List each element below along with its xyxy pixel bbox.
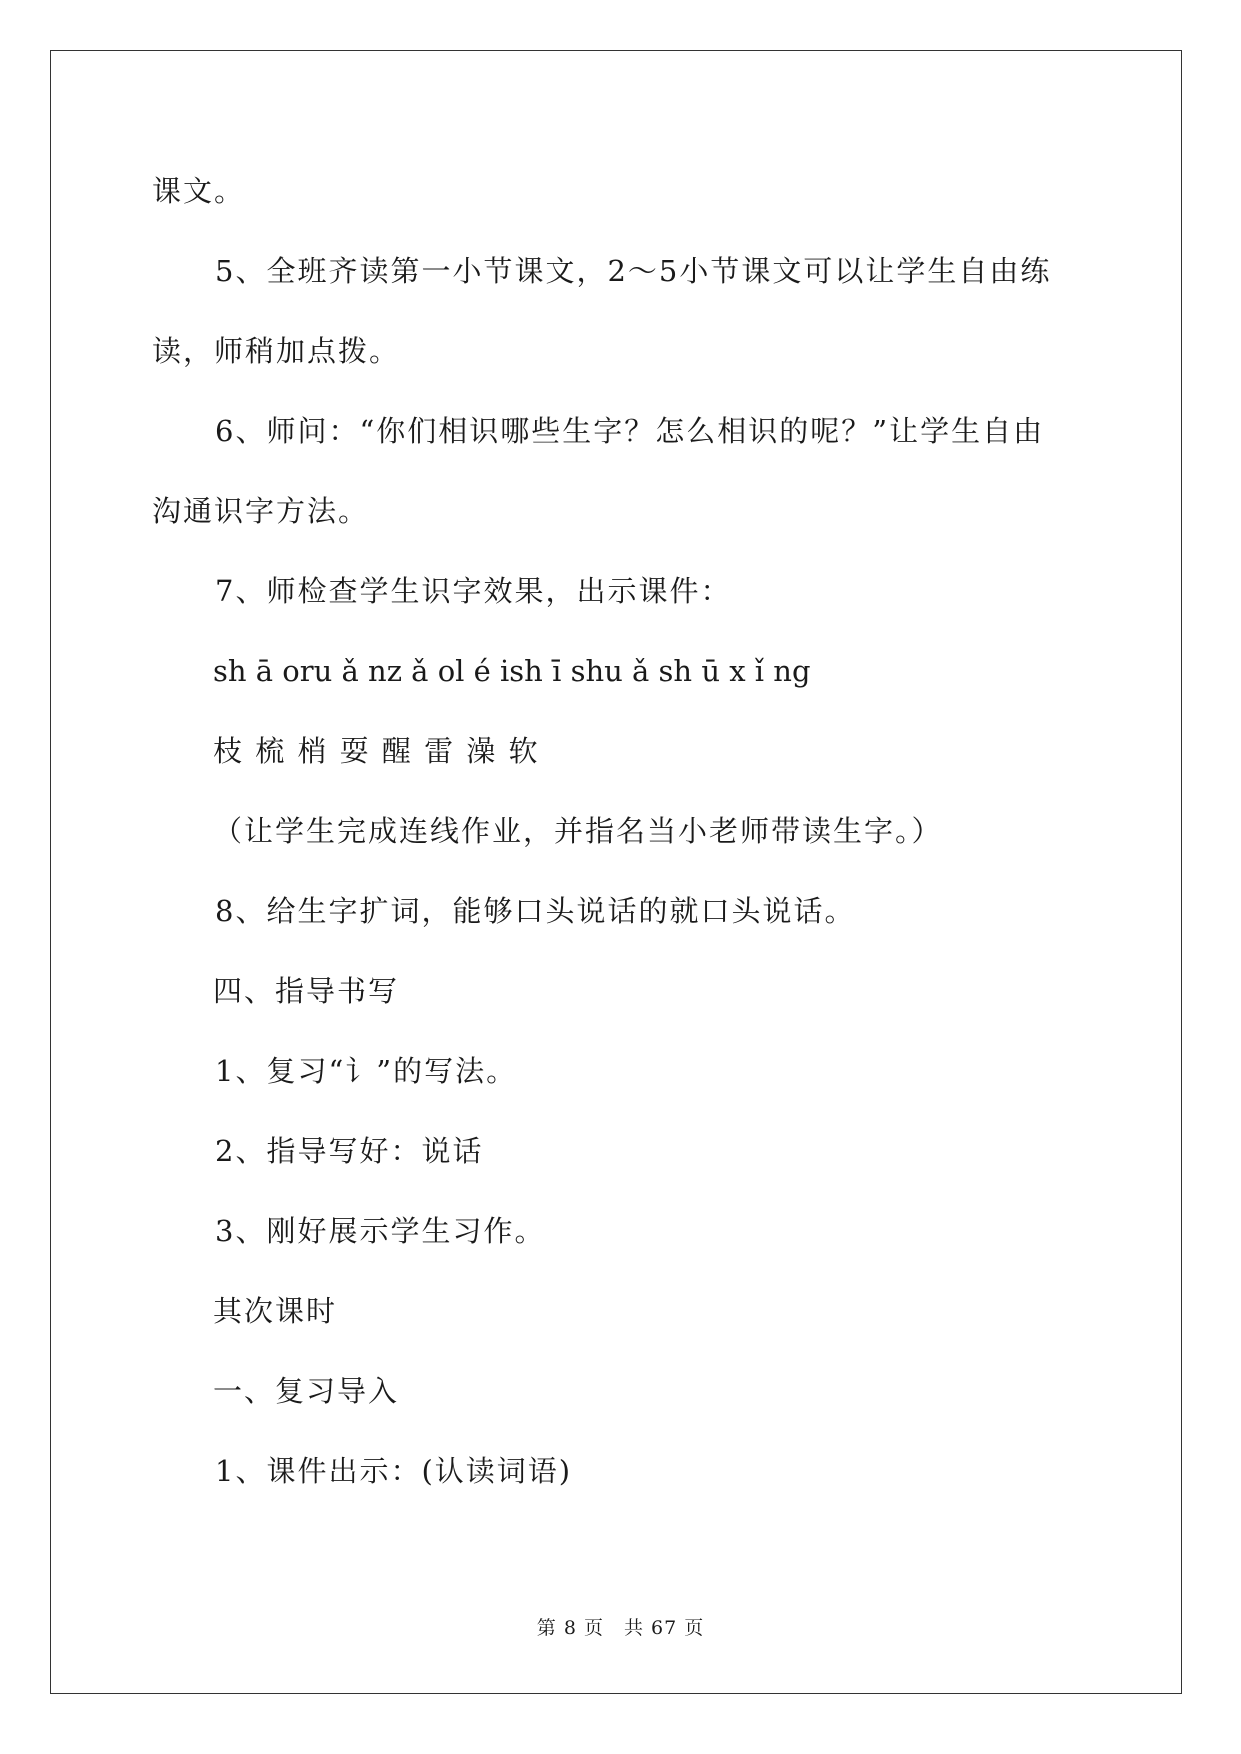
section-heading: 四、指导书写	[213, 974, 400, 1008]
text-line-14: 3、刚好展示学生习作。	[215, 1214, 546, 1248]
text-line-10: 8、给生字扩词，能够口头说话的就口头说话。	[215, 894, 856, 928]
text-line-9: （让学生完成连线作业，并指名当小老师带读生字。）	[213, 814, 943, 848]
text-line-2: 5、全班齐读第一小节课文，2～5小节课文可以让学生自由练	[215, 254, 1052, 288]
text-line-13: 2、指导写好：说话	[215, 1134, 484, 1168]
page-number-footer: 第 8 页 共 67 页	[536, 1617, 705, 1639]
page-border	[50, 50, 1182, 1694]
text-line-17: 1、课件出示：(认读词语)	[215, 1454, 573, 1488]
text-line-3: 读，师稍加点拨。	[152, 334, 401, 368]
characters-line: 枝 梳 梢 耍 醒 雷 澡 软	[213, 734, 540, 768]
pinyin-line: sh ā oru ǎ nz ǎ ol é ish ī shu ǎ sh ū x ǐ ng	[213, 654, 811, 688]
lesson-heading: 其次课时	[213, 1294, 338, 1328]
section-heading-2: 一、复习导入	[213, 1374, 400, 1408]
text-line-12: 1、复习“讠”的写法。	[215, 1054, 518, 1088]
text-line-1: 课文。	[152, 174, 246, 208]
text-line-5: 沟通识字方法。	[152, 494, 370, 528]
text-line-6: 7、师检查学生识字效果，出示课件：	[215, 574, 732, 608]
text-line-4: 6、师问：“你们相识哪些生字？怎么相识的呢？”让学生自由	[215, 414, 1045, 448]
